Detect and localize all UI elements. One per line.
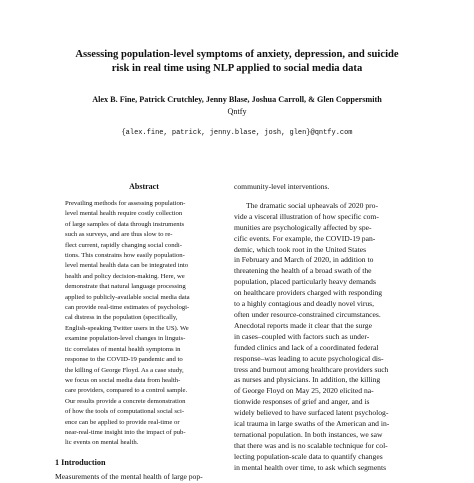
- body-text-line: that there was and is no scalable technique for col-: [234, 440, 388, 450]
- body-text-line: Anecdotal reports made it clear that the surge: [234, 320, 372, 330]
- body-text-line: ternational population. In both instances, we saw: [234, 429, 383, 439]
- abstract-line: lic events on mental health.: [65, 439, 139, 447]
- abstract-line: level mental health require costly collection: [65, 210, 183, 218]
- affiliation: Qntfy: [227, 107, 247, 116]
- abstract-line: ence can be applied to provide real-time or: [65, 418, 180, 426]
- introduction-line: Measurements of the mental health of large pop-: [55, 471, 203, 481]
- abstract-body: [55, 199, 233, 449]
- abstract-line: examine population-level changes in linguis-: [65, 335, 186, 343]
- abstract-line: care providers, compared to a control sample.: [65, 387, 188, 395]
- title-line: risk in real time using NLP applied to social media data: [111, 63, 363, 74]
- abstract-line: response to the COVID-19 pandemic and to: [65, 356, 183, 364]
- abstract-line: can provide real-time estimates of psychologi-: [65, 304, 190, 312]
- body-text-line: vide a visceral illustration of how specific com-: [234, 211, 379, 221]
- abstract-line: of large samples of data through instruments: [65, 220, 185, 228]
- right-column-body: [234, 182, 424, 474]
- body-text-line: widely believed to have surfaced latent psycholog-: [234, 408, 389, 418]
- body-text-line: [234, 193, 424, 201]
- abstract-line: cal distress in the population (specifically,: [65, 314, 178, 322]
- title-line: Assessing population-level symptoms of anxiety, depression, and suicide: [75, 49, 399, 60]
- abstract-line: near-real-time insight into the impact of pub-: [65, 428, 186, 436]
- body-text-line: funded clinics and lack of a coordinated federal: [234, 342, 379, 352]
- abstract-line: tions. This constrains how easily population-: [65, 252, 185, 260]
- abstract-line: demonstrate that natural language processing: [65, 283, 186, 291]
- body-text-line: as nurses and physicians. In addition, the killing: [234, 375, 381, 385]
- body-text-line: lecting population-scale data to quantify changes: [234, 451, 383, 461]
- left-column: [55, 182, 233, 483]
- body-text-line: in mental health over time, to ask which segments: [234, 462, 387, 472]
- abstract-line: level mental health data can be integrated into: [65, 262, 189, 270]
- body-text-line: threatening the health of a broad swath of the: [234, 266, 372, 276]
- body-text-line: population, placed particularly heavy demands: [234, 277, 376, 287]
- body-text-line: munities are psychologically affected by spe-: [234, 222, 372, 232]
- body-text-line: cific events. For example, the COVID-19 pan-: [234, 233, 376, 243]
- abstract-line: we focus on social media data from health-: [65, 376, 181, 384]
- right-column: [234, 182, 424, 474]
- abstract-heading: Abstract: [129, 182, 159, 191]
- body-text-line: on healthcare providers charged with responding: [234, 288, 383, 298]
- abstract-line: of how the tools of computational social sci-: [65, 408, 185, 416]
- abstract-line: such as surveys, and are thus slow to re-: [65, 231, 173, 239]
- body-text-line: tionwide responses of grief and anger, and is: [234, 397, 370, 407]
- body-text-line: tress and burnout among healthcare providers such: [234, 364, 389, 374]
- body-text-line: The dramatic social upheavals of 2020 pro-: [246, 200, 379, 210]
- introduction-body: [55, 472, 233, 483]
- body-text-line: ical trauma in large swaths of the American and in-: [234, 419, 390, 429]
- abstract-line: health and policy decision-making. Here, we: [65, 272, 185, 280]
- body-text-line: in cases–coupled with factors such as under-: [234, 331, 370, 341]
- body-text-line: demic, which took root in the United States: [234, 244, 367, 254]
- abstract-line: tic correlates of mental health symptoms in: [65, 345, 181, 353]
- body-text-line: community-level interventions.: [234, 182, 330, 191]
- body-text-line: to a highly contagious and deadly novel virus,: [234, 299, 375, 309]
- abstract-line: flect current, rapidly changing social condi-: [65, 241, 182, 249]
- body-text-line: in February and March of 2020, in addition to: [234, 255, 374, 265]
- paper-title: [40, 48, 434, 76]
- abstract-line: Prevailing methods for assessing population-: [65, 200, 186, 207]
- body-text-line: often under resource-constrained circumstances.: [234, 309, 381, 319]
- abstract-line: applied to publicly-available social media data: [65, 293, 190, 301]
- section-heading-introduction: 1 Introduction: [55, 457, 106, 467]
- abstract-line: the killing of George Floyd. As a case study,: [65, 366, 184, 374]
- abstract-line: English-speaking Twitter users in the US). We: [65, 324, 189, 332]
- author-emails: {alex.fine, patrick, jenny.blase, josh, glen}@qntfy.com: [121, 129, 353, 137]
- body-text-line: of George Floyd on May 25, 2020 elicited na-: [234, 386, 374, 396]
- abstract-line: Our results provide a concrete demonstration: [65, 397, 186, 405]
- author-list: Alex B. Fine, Patrick Crutchley, Jenny Blase, Joshua Carroll, & Glen Coppersmith: [92, 95, 382, 104]
- body-text-line: response–was leading to acute psychological dis-: [234, 353, 384, 363]
